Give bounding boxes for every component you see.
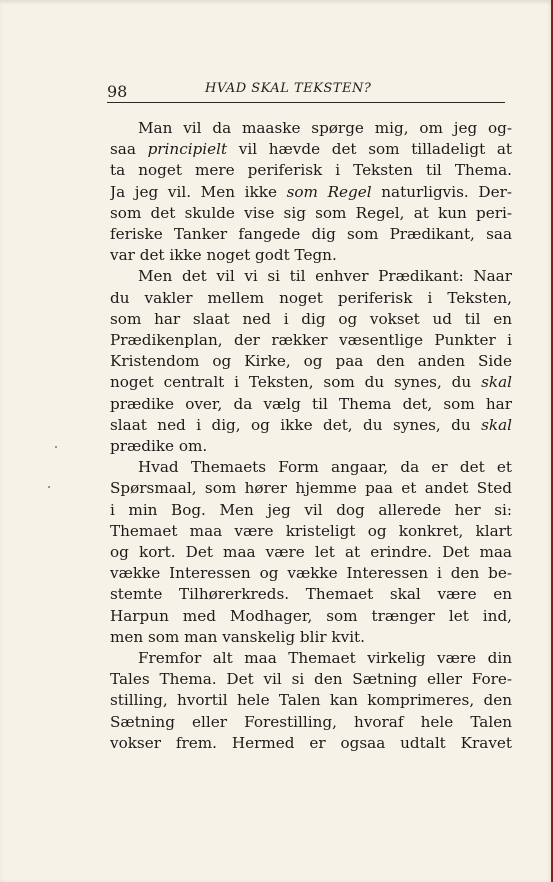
paper-speck (55, 446, 57, 448)
text-line-27: Tales Thema. Det vil si den Sætning eller Fore- (110, 670, 512, 689)
body-text (110, 118, 512, 754)
emphasis-text: principielt (147, 140, 228, 159)
text-line-29: Sætning eller Forestilling, hvoraf hele Talen (110, 712, 512, 731)
emphasis-text: skal (481, 415, 512, 434)
text-line-9: du vakler mellem noget periferisk i Teksten, (110, 288, 512, 307)
text-line-22: vække Interessen og vække Interessen i den be- (110, 564, 512, 583)
text-line-14: prædike over, da vælg til Thema det, som har (110, 394, 512, 413)
text-line-6: feriske Tanker fangede dig som Prædikant, saa (110, 225, 512, 244)
text-line-4: Ja jeg vil. Men ikke som Regel naturligvis. Der- (110, 182, 512, 201)
page-header (107, 80, 505, 103)
text-line-25: men som man vanskelig blir kvit. (110, 627, 365, 646)
text-line-7: var det ikke noget godt Tegn. (110, 246, 337, 265)
text-line-18: Spørsmaal, som hører hjemme paa et andet Sted (110, 479, 512, 498)
text-line-16: prædike om. (110, 437, 208, 456)
text-line-11: Prædikenplan, der rækker væsentlige Punkter i (110, 331, 512, 350)
text-line-1: Man vil da maaske spørge mig, om jeg og- (138, 119, 512, 137)
text-line-3: ta noget mere periferisk i Teksten til Thema. (110, 161, 512, 180)
text-line-28: stilling, hvortil hele Talen kan komprimeres, den (110, 691, 512, 710)
emphasis-text: som Regel (286, 182, 372, 201)
text-line-19: i min Bog. Men jeg vil dog allerede her si: (110, 500, 512, 519)
page-number: 98 (107, 82, 128, 101)
running-head: HVAD SKAL TEKSTEN? (205, 81, 372, 96)
text-line-21: og kort. Det maa være let at erindre. Det maa (110, 543, 512, 562)
text-line-23: stemte Tilhørerkreds. Themaet skal være en (110, 585, 512, 604)
text-line-17: Hvad Themaets Form angaar, da er det et (138, 458, 512, 477)
text-line-10: som har slaat ned i dig og vokset ud til en (110, 309, 512, 328)
text-line-13: noget centralt i Teksten, som du synes, du skal (110, 373, 512, 392)
text-line-2: saa principielt vil hævde det som tilladeligt at (110, 140, 512, 159)
text-line-15: slaat ned i dig, og ikke det, du synes, du skal (110, 415, 512, 434)
paper-speck (48, 486, 50, 488)
text-line-20: Themaet maa være kristeligt og konkret, klart (110, 521, 512, 540)
text-line-8: Men det vil vi si til enhver Prædikant: Naar (138, 267, 512, 286)
emphasis-text: skal (481, 373, 512, 392)
text-line-24: Harpun med Modhager, som trænger let ind, (110, 606, 512, 625)
text-line-12: Kristendom og Kirke, og paa den anden Side (110, 352, 512, 371)
text-line-5: som det skulde vise sig som Regel, at kun peri- (110, 203, 512, 222)
text-line-30: vokser frem. Hermed er ogsaa udtalt Kravet (110, 733, 512, 752)
text-line-26: Fremfor alt maa Themaet virkelig være din (138, 649, 512, 668)
